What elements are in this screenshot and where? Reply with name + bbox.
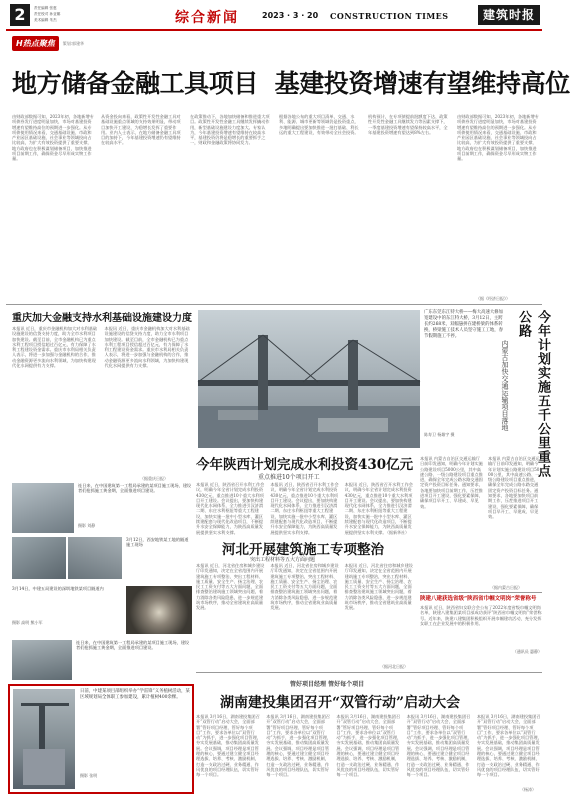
shaanxi-headline: 今年陕西计划完成水利投资430亿元 — [196, 457, 414, 473]
bridge-credit: 陈寿卫 杨雄宇 摄 — [424, 432, 455, 437]
left-credit: 摄影 刘静 — [78, 523, 96, 528]
left-photo-4 — [12, 640, 72, 680]
lead-kicker — [12, 36, 84, 51]
bottom-credit: 摄影 张明 — [80, 773, 98, 778]
paper-name-cn: 建筑时报 — [478, 5, 540, 25]
issue-date: 2023 · 3 · 20 — [262, 11, 319, 20]
bridge-photo — [198, 310, 420, 448]
im-headline: 今年计划实施五千公里重点公路 — [516, 310, 550, 478]
tunnel-caption: 3月14日，中建五局建设的深圳地铁某项目隧道内 — [12, 586, 104, 591]
page-number: 2 — [10, 4, 30, 26]
section-title: 综合新闻 — [175, 10, 239, 26]
hunan-body — [196, 714, 542, 792]
sxjg-headline: 陕建八建获选省级“陕西省巾帼文明岗”荣誉称号 — [420, 596, 537, 602]
bridge-caption-box — [424, 310, 504, 450]
lead-body — [12, 114, 540, 296]
water-tail: （据重庆日报） — [140, 476, 168, 481]
water-body — [12, 326, 192, 476]
im-body-right — [488, 456, 542, 586]
bridge-illustration — [198, 310, 420, 448]
divider — [6, 304, 542, 305]
im-body — [420, 456, 484, 586]
tunnel-photo — [126, 586, 192, 634]
shaanxi-col: 本报讯 近日，陕西省召开水利工作会议，明确今年全省计划完成水利投资430亿元，重点推进10个重大水利项目开工建设。会议提出，要加快构建现代化水网体系，全力推进引汉济渭二期、东庄水利枢纽等重大工程建设，加快实施一批中小型水库、灌区续建配套与现代化改造项目，不断提升水安全保障能力，为陕西高质量发展提供坚实水利支撑。 — [270, 482, 339, 535]
bottom-caption: 日前，中建某项目部组织举办“学雷锋”义务植树活动，某区域规划局全体职工参加建设，累计植树400余棵。 — [80, 689, 190, 700]
bridge-caption: 广东东莞东江特大桥——梅大高速大修加宽建设中的东江特大桥，3月12日，主跨长约268米，双幅悬拼在建桥梁的体系转换，桥梁施工技术人员坚守施工工地，春节假期施工不停。 — [424, 310, 504, 339]
hunan-col: 本报讯 3月16日，湖南建投集团召开“双管行动”启动大会，全面部署“管好项目经理、管好每个项目”工作，要求各单位以“双管行动”为抓手，进一步强化项目管理，夯实发展基础，推动集团高质量发展。会议强调，项目经理是项目管理的核心，要通过建立健全项目经理选拔、培养、考核、激励机制，打造一支政治过硬、业务精通、作风优良的项目经理队伍，切实管好每一个项目。 — [476, 714, 542, 778]
divider — [196, 672, 542, 673]
editor-line: 责任编辑 张惠 — [34, 6, 57, 10]
hebei-col: 本报讯 近日，河北省住房和城乡建设厅印发通知，决定在全省范围内开展建筑施工专项整治，突出工程材料、施工质量、安全生产、扬尘治理、农民工工资支付等五大方面问题，全面排查整治建筑施工领域突出问题，着力消除各类风险隐患，进一步规范建筑市场秩序，推动全省建筑业高质量发展。 — [270, 563, 339, 611]
tunnel-credit: 摄影 高明 熊小军 — [12, 620, 43, 625]
crane-illustration — [13, 689, 75, 789]
left-dual-caption-box — [126, 537, 192, 583]
sxjg-tail: （通讯员 惠静） — [512, 649, 542, 654]
lead-col: 由财政部数据可知，2023年初，各地新增专项债券发行进度明显加快，市场对基建投资增速有望维持高位的预期进一步强化。从专项债使用情况来看，交通基础设施、市政和产业园区基础设施、社会事业等领域投向占比较高，为扩大有效投资提供了重要支撑，地方政府也在积极谋划储备项目，加快推进项目前期工作，确保资金尽早形成实物工作量。 — [12, 114, 94, 162]
hunan-col: 本报讯 3月16日，湖南建投集团召开“双管行动”启动大会，全面部署“管好项目经理、管好每个项目”工作，要求各单位以“双管行动”为抓手，进一步强化项目管理，夯实发展基础，推动集团高质量发展。会议强调，项目经理是项目管理的核心，要通过建立健全项目经理选拔、培养、考核、激励机制，打造一支政治过硬、业务精通、作风优良的项目经理队伍，切实管好每一个项目。 — [336, 714, 402, 778]
hebei-col: 本报讯 近日，河北省住房和城乡建设厅印发通知，决定在全省范围内开展建筑施工专项整治，突出工程材料、施工质量、安全生产、扬尘治理、农民工工资支付等五大方面问题，全面排查整治建筑施工领域突出问题，着力消除各类风险隐患，进一步规范建筑市场秩序，推动全省建筑业高质量发展。 — [344, 563, 413, 611]
im-subhead: 内蒙古加快交通运输项目落地 — [501, 340, 509, 431]
left-photo-1-caption — [78, 483, 192, 533]
lead-col: 机构预计，在专项债提前批额度下达、政策性开发性金融工具继续发力等因素支撑下，一季度基建投资增速有望保持较高水平，全年基建投资增速有望达到8%左右。 — [368, 114, 448, 135]
lead-tail: （据《经济日报》） — [476, 296, 510, 301]
water-headline: 重庆加大金融支持水利基础设施建设力度 — [12, 313, 192, 324]
hebei-col: 本报讯 近日，河北省住房和城乡建设厅印发通知，决定在全省范围内开展建筑施工专项整治，突出工程材料、施工质量、安全生产、扬尘治理、农民工工资支付等五大方面问题，全面排查整治建筑施工领域突出问题，着力消除各类风险隐患，进一步规范建筑市场秩序，推动全省建筑业高质量发展。 — [196, 563, 265, 611]
left-photo-2 — [12, 537, 66, 579]
left-photo-3 — [68, 537, 122, 579]
masthead-rule — [6, 29, 542, 31]
lead-col: 由财政部数据可知，2023年初，各地新增专项债券发行进度明显加快，市场对基建投资增速有望维持高位的预期进一步强化。从专项债使用情况来看，交通基础设施、市政和产业园区基础设施、社会事业等领域投向占比较高，为扩大有效投资提供了重要支撑，地方政府也在积极谋划储备项目，加快推进项目前期工作，确保资金尽早形成实物工作量。 — [457, 114, 539, 162]
hebei-headline: 河北开展建筑施工专项整治 — [222, 542, 384, 558]
hebei-body — [196, 563, 414, 663]
kicker-badge: H热点聚焦 — [12, 36, 59, 51]
bottom-photo — [13, 689, 75, 789]
lead-col: 从资金投向来看，政策性开发性金融工具对基础设施重点领域的支持效果明显，带动项目加快开工建设，为稳增长发挥了重要作用。业内人士表示，在地方储备金融工具项目的加持下，今年基建投资增速仍有望维持在较高水平。 — [101, 114, 181, 146]
left-caption: 连日来，在中国建筑第一工程局承建的某项目施工现场，建设者们抢抓施工黄金期，全面推进项目建设。 — [78, 483, 192, 494]
im-tail: （据内蒙古日报） — [490, 585, 522, 590]
shaanxi-subhead: 重点推进10个项目开工 — [258, 474, 320, 481]
shaanxi-col: 本报讯 近日，陕西省召开水利工作会议，明确今年全省计划完成水利投资430亿元，重点推进10个重大水利项目开工建设。会议提出，要加快构建现代化水网体系，全力推进引汉济渭二期、东庄水利枢纽等重大工程建设，加快实施一批中小型水库、灌区续建配套与现代化改造项目，不断提升水安全保障能力，为陕西高质量发展提供坚实水利支撑。 — [196, 482, 265, 535]
bottom-photo-frame — [8, 684, 194, 794]
lead-headline: 地方储备金融工具项目 基建投资增速有望维持高位 — [12, 69, 570, 98]
hunan-tail: （杨涛） — [520, 787, 536, 792]
hebei-tail: （据河北日报） — [380, 664, 408, 669]
left-photo-1 — [12, 483, 74, 533]
paper-name-en: CONSTRUCTION TIMES — [330, 11, 449, 21]
masthead — [0, 0, 548, 31]
water-col: 本报讯 近日，重庆市金融机构加大对水利基础设施建设的信贷支持力度，助力全市水利项目加快建设。截至目前，全市金融机构已为重点水利工程项目授信超过百亿元，有力保障了水利工程建设资金需求。重庆市水利局相关负责人表示，将进一步加强与金融机构的合作，推动金融资源更多流向水利领域，为加快构建现代化水网提供有力支撑。 — [12, 326, 98, 369]
hunan-kicker: 管好项目经理 管好每个项目 — [290, 681, 365, 688]
im-col: 本报讯 内蒙古自治区交通运输厅日前印发通知，明确今年计划实施公路建设项目5000公里，其中高速公路、一级公路建设项目重点推进，确保全年完成公路水路交通固定资产投资目标任务。通知要求，各地要加快项目前期工作，压茬推进项目开工建设，强化要素保障，确保项目早开工、早建成、早见效。 — [488, 456, 540, 520]
bottom-caption-box — [80, 689, 190, 789]
tunnel-caption-box — [12, 586, 122, 634]
hunan-headline: 湖南建投集团召开“双管行动”启动大会 — [220, 695, 461, 711]
editor-line: 美术编辑 朱杰 — [34, 18, 57, 22]
water-col: 本报讯 近日，重庆市金融机构加大对水利基础设施建设的信贷支持力度，助力全市水利项目加快建设。截至目前，全市金融机构已为重点水利工程项目授信超过百亿元，有力保障了水利工程建设资金需求。重庆市水利局相关负责人表示，将进一步加强与金融机构的合作，推动金融资源更多流向水利领域，为加快构建现代化水网提供有力支撑。 — [104, 326, 190, 369]
lead-col: 在政策推动下，各地加快储备和推进重大项目。政策性开发性金融工具继续发挥撬动作用，新型基础设施建设力度加大。专家认为，今年基建投资增速有望维持在较高水平，基建投资仍将是稳增长的重要抓手之一，财政和金融政策将协同发力。 — [190, 114, 270, 146]
left-caption-2: 连日来，在中国建筑第一工程局承建的某项目施工现场，建设者们抢抓施工黄金期，全面推进项目建设。 — [76, 640, 190, 651]
shaanxi-col: 本报讯 近日，陕西省召开水利工作会议，明确今年全省计划完成水利投资430亿元，重点推进10个重大水利项目开工建设。会议提出，要加快构建现代化水网体系，全力推进引汉济渭二期、东庄水利枢纽等重大工程建设，加快实施一批中小型水库、灌区续建配套与现代化改造项目，不断提升水安全保障能力，为陕西高质量发展提供坚实水利支撑。 — [344, 482, 413, 535]
dual-caption: 3月12日，西安地铁某工地的隧道施工现场 — [126, 537, 189, 548]
hunan-col: 本报讯 3月16日，湖南建投集团召开“双管行动”启动大会，全面部署“管好项目经理、管好每个项目”工作，要求各单位以“双管行动”为抓手，进一步强化项目管理，夯实发展基础，推动集团高质量发展。会议强调，项目经理是项目管理的核心，要通过建立健全项目经理选拔、培养、考核、激励机制，打造一支政治过硬、业务精通、作风优良的项目经理队伍，切实管好每一个项目。 — [266, 714, 332, 778]
sxjg-body: 本报讯 近日，陕西省妇女联合会公布了2022年度省级巾帼文明岗名单，陕建八建集团某项目部成功获评“陕西省巾帼文明岗”荣誉称号。近年来，陕建八建集团积极组织开展巾帼建功活动，充分发挥女职工在企业发展中的积极作用。 — [420, 605, 542, 626]
hunan-col: 本报讯 3月16日，湖南建投集团召开“双管行动”启动大会，全面部署“管好项目经理、管好每个项目”工作，要求各单位以“双管行动”为抓手，进一步强化项目管理，夯实发展基础，推动集团高质量发展。会议强调，项目经理是项目管理的核心，要通过建立健全项目经理选拔、培养、考核、激励机制，打造一支政治过硬、业务精通、作风优良的项目经理队伍，切实管好每一个项目。 — [406, 714, 472, 778]
lead-col: 根据各地公布的重大项目清单，交通、水利、能源、城市更新等领域仍是投资重点，多地明确提出要加快推进一批打基础、利长远的重大工程建设，有效带动全社会投资。 — [279, 114, 359, 135]
editor-line: 责任校对 孙亚娜 — [34, 12, 61, 16]
kicker-sub: 策划:郭建华 — [62, 40, 85, 46]
im-col: 本报讯 内蒙古自治区交通运输厅日前印发通知，明确今年计划实施公路建设项目5000公里，其中高速公路、一级公路建设项目重点推进，确保全年完成公路水路交通固定资产投资目标任务。通知要求，各地要加快项目前期工作，压茬推进项目开工建设，强化要素保障，确保项目早开工、早建成、早见效。 — [420, 456, 483, 509]
hunan-col: 本报讯 3月16日，湖南建投集团召开“双管行动”启动大会，全面部署“管好项目经理、管好每个项目”工作，要求各单位以“双管行动”为抓手，进一步强化项目管理，夯实发展基础，推动集团高质量发展。会议强调，项目经理是项目管理的核心，要通过建立健全项目经理选拔、培养、考核、激励机制，打造一支政治过硬、业务精通、作风优良的项目经理队伍，切实管好每一个项目。 — [196, 714, 261, 778]
hebei-subhead: 突出工程材料等五大方面问题 — [250, 557, 316, 563]
shaanxi-tail: （据新华社） — [385, 530, 409, 535]
editor-credits — [34, 5, 82, 23]
left-photo-4-caption — [76, 640, 192, 682]
sxjg-block — [420, 592, 542, 667]
